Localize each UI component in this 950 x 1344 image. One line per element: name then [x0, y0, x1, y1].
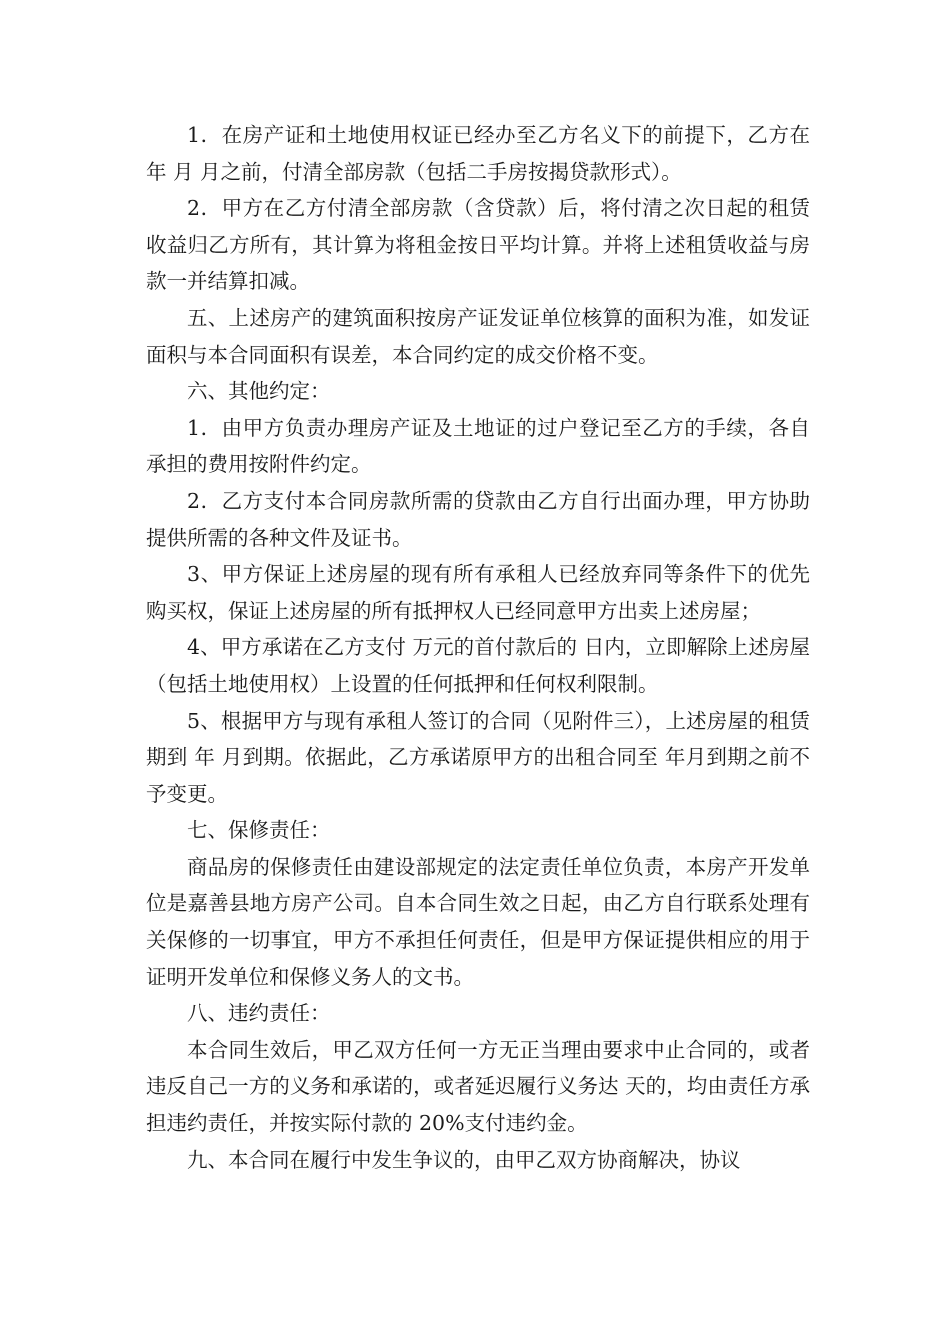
paragraph-section-five-area: 五、上述房产的建筑面积按房产证发证单位核算的面积为准，如发证面积与本合同面积有误差，本合同约定的成交价格不变。 — [146, 305, 810, 367]
paragraph-lease-term: 5、根据甲方与现有承租人签订的合同（见附件三），上述房屋的租赁期到 年 月到期。依据此，乙方承诺原甲方的出租合同至 年月到期之前不予变更。 — [146, 708, 810, 806]
paragraph-transfer-registration: 1．由甲方负责办理房产证及土地证的过户登记至乙方的手续，各自承担的费用按附件约定。 — [146, 415, 810, 477]
document-body — [146, 117, 810, 1178]
paragraph-preemption-waiver: 3、甲方保证上述房屋的现有所有承租人已经放弃同等条件下的优先购买权，保证上述房屋的所有抵押权人已经同意甲方出卖上述房屋； — [146, 562, 810, 623]
paragraph-section-nine-dispute: 九、本合同在履行中发生争议的，由甲乙双方协商解决，协议 — [187, 1147, 741, 1172]
paragraph-loan-handling: 2．乙方支付本合同房款所需的贷款由乙方自行出面办理，甲方协助提供所需的各种文件及证书。 — [146, 488, 810, 550]
paragraph-breach-liability: 本合同生效后，甲乙双方任何一方无正当理由要求中止合同的，或者违反自己一方的义务和承诺的，或者延迟履行义务达 天的，均由责任方承担违约责任，并按实际付款的 20%支付违约金。 — [146, 1037, 810, 1136]
heading-section-six: 六、其他约定： — [187, 379, 331, 404]
paragraph-payment-deadline: 1．在房产证和土地使用权证已经办至乙方名义下的前提下，乙方在 年 月 月之前，付清全部房款（包括二手房按揭贷款形式）。 — [146, 123, 810, 184]
paragraph-mortgage-release: 4、甲方承诺在乙方支付 万元的首付款后的 日内，立即解除上述房屋（包括土地使用权）上设置的任何抵押和任何权利限制。 — [146, 635, 810, 696]
heading-section-seven: 七、保修责任： — [187, 818, 331, 843]
paragraph-rental-income: 2．甲方在乙方付清全部房款（含贷款）后，将付清之次日起的租赁收益归乙方所有，其计算为将租金按日平均计算。并将上述租赁收益与房款一并结算扣减。 — [146, 196, 810, 294]
heading-section-eight: 八、违约责任： — [187, 1001, 331, 1026]
paragraph-warranty: 商品房的保修责任由建设部规定的法定责任单位负责，本房产开发单位是嘉善县地方房产公司。自本合同生效之日起，由乙方自行联系处理有关保修的一切事宜，甲方不承担任何责任，但是甲方保证提供相应的用于证明开发单位和保修义务人的文书。 — [146, 854, 810, 989]
